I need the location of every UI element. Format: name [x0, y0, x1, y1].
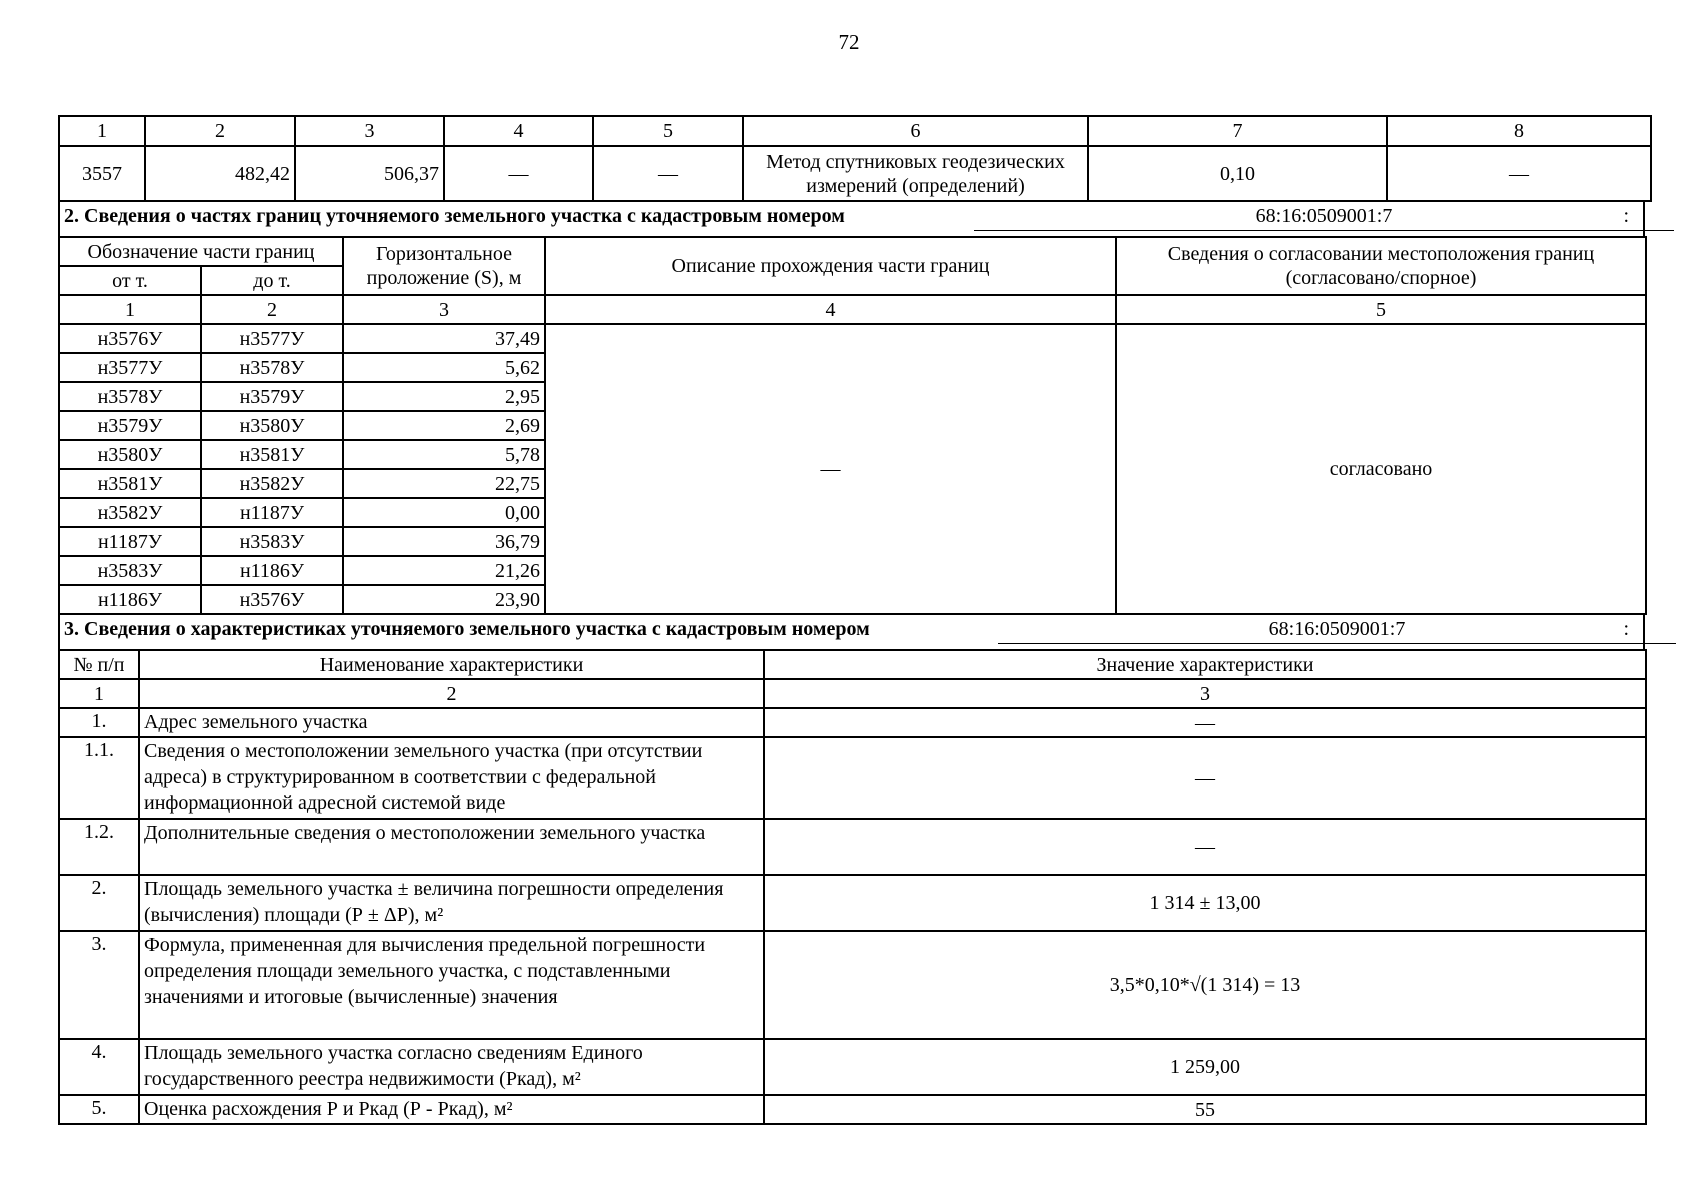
boundary-parts-table [58, 236, 1647, 615]
col-number: 1 [59, 679, 139, 708]
table-cell: — [593, 146, 743, 201]
table-row [59, 708, 1646, 737]
horizontal-distance: 5,62 [343, 353, 545, 382]
document-table-frame [58, 115, 1645, 1125]
from-point: н3582У [59, 498, 201, 527]
to-point: н3576У [201, 585, 343, 614]
description-header: Описание прохождения части границ [545, 237, 1116, 295]
accuracy-cell: 0,10 [1088, 146, 1387, 201]
section-title: 2. Сведения о частях границ уточняемого земельного участка с кадастровым номером [64, 205, 845, 227]
cadastral-number: 68:16:0509001:7 [974, 204, 1674, 231]
value-header: Значение характеристики [764, 650, 1646, 679]
from-point: н3581У [59, 469, 201, 498]
from-point: н3579У [59, 411, 201, 440]
characteristic-name: Площадь земельного участка ± величина погрешности определения (вычисления) площади (Р ± ΔР), м² [139, 875, 764, 931]
row-number: 2. [59, 875, 139, 931]
characteristics-col-number-row [59, 679, 1646, 708]
to-header: до т. [201, 266, 343, 295]
colon: : [1623, 205, 1629, 227]
horizontal-distance: 22,75 [343, 469, 545, 498]
header-cell: 8 [1387, 116, 1651, 146]
table-row [59, 875, 1646, 931]
to-point: н3579У [201, 382, 343, 411]
section-2-title-row [59, 201, 1644, 237]
page-number: 72 [838, 30, 860, 54]
from-point: н3580У [59, 440, 201, 469]
table-row [59, 1039, 1646, 1095]
row-number: 1.1. [59, 737, 139, 819]
section-title: 3. Сведения о характеристиках уточняемого земельного участка с кадастровым номером [64, 618, 870, 640]
table-row [59, 324, 1646, 353]
section-3-title-row [59, 614, 1644, 650]
header-cell: 3 [295, 116, 444, 146]
to-point: н1187У [201, 498, 343, 527]
col-number: 1 [59, 295, 201, 324]
characteristic-value: 1 259,00 [764, 1039, 1646, 1095]
coordinates-header-row [59, 116, 1651, 146]
table-row [59, 146, 1651, 201]
horizontal-distance: 5,78 [343, 440, 545, 469]
characteristics-table [58, 649, 1647, 1125]
horizontal-distance: 36,79 [343, 527, 545, 556]
colon: : [1623, 618, 1629, 640]
horizontal-header: Горизонтальное проложение (S), м [343, 237, 545, 295]
header-cell: 1 [59, 116, 145, 146]
col-number: 3 [343, 295, 545, 324]
characteristic-name: Формула, примененная для вычисления предельной погрешности определения площади земельного участка, с подставленными значениями и итоговые (вычисленные) значения [139, 931, 764, 1039]
horizontal-distance: 2,69 [343, 411, 545, 440]
table-row [59, 819, 1646, 875]
row-number: 1.2. [59, 819, 139, 875]
coordinate-y: 506,37 [295, 146, 444, 201]
row-number: 5. [59, 1095, 139, 1124]
from-point: н3577У [59, 353, 201, 382]
from-point: н3583У [59, 556, 201, 585]
to-point: н3577У [201, 324, 343, 353]
characteristic-name: Сведения о местоположении земельного участка (при отсутствии адреса) в структурированном в соответствии с федеральной информационной адресной системой виде [139, 737, 764, 819]
description-value: — [545, 324, 1116, 614]
table-row [59, 737, 1646, 819]
cadastral-number: 68:16:0509001:7 [998, 617, 1676, 644]
from-point: н3578У [59, 382, 201, 411]
table-row [59, 931, 1646, 1039]
agreement-value: согласовано [1116, 324, 1646, 614]
col-number: 3 [764, 679, 1646, 708]
header-cell: 6 [743, 116, 1088, 146]
section-2-title-table [58, 200, 1645, 238]
method-cell: Метод спутниковых геодезических измерений (определений) [743, 146, 1088, 201]
point-number: 3557 [59, 146, 145, 201]
section-3-title-table [58, 613, 1645, 651]
coordinates-table [58, 115, 1652, 202]
name-header: Наименование характеристики [139, 650, 764, 679]
table-cell: — [1387, 146, 1651, 201]
to-point: н1186У [201, 556, 343, 585]
col-number: 2 [201, 295, 343, 324]
to-point: н3581У [201, 440, 343, 469]
characteristic-name: Площадь земельного участка согласно сведениям Единого государственного реестра недвижимости (Ркад), м² [139, 1039, 764, 1095]
horizontal-distance: 23,90 [343, 585, 545, 614]
characteristic-name: Дополнительные сведения о местоположении земельного участка [139, 819, 764, 875]
characteristic-value: 1 314 ± 13,00 [764, 875, 1646, 931]
from-point: н1186У [59, 585, 201, 614]
characteristics-header-row [59, 650, 1646, 679]
horizontal-distance: 37,49 [343, 324, 545, 353]
row-number: 3. [59, 931, 139, 1039]
header-cell: 2 [145, 116, 295, 146]
header-cell: 5 [593, 116, 743, 146]
horizontal-distance: 0,00 [343, 498, 545, 527]
col-number: 4 [545, 295, 1116, 324]
agreement-header: Сведения о согласовании местоположения границ (согласовано/спорное) [1116, 237, 1646, 295]
characteristic-name: Оценка расхождения Р и Ркад (Р - Ркад), м² [139, 1095, 764, 1124]
characteristic-value: 55 [764, 1095, 1646, 1124]
characteristic-value: — [764, 737, 1646, 819]
row-number: 1. [59, 708, 139, 737]
from-point: н3576У [59, 324, 201, 353]
to-point: н3580У [201, 411, 343, 440]
characteristic-value: — [764, 708, 1646, 737]
num-header: № п/п [59, 650, 139, 679]
table-row [59, 1095, 1646, 1124]
horizontal-distance: 2,95 [343, 382, 545, 411]
characteristic-name: Адрес земельного участка [139, 708, 764, 737]
header-cell: 7 [1088, 116, 1387, 146]
header-cell: 4 [444, 116, 593, 146]
to-point: н3582У [201, 469, 343, 498]
from-header: от т. [59, 266, 201, 295]
boundary-header-row [59, 237, 1646, 266]
row-number: 4. [59, 1039, 139, 1095]
characteristic-value: 3,5*0,10*√(1 314) = 13 [764, 931, 1646, 1039]
to-point: н3578У [201, 353, 343, 382]
characteristic-value: — [764, 819, 1646, 875]
boundary-col-number-row [59, 295, 1646, 324]
designation-header: Обозначение части границ [59, 237, 343, 266]
table-cell: — [444, 146, 593, 201]
col-number: 2 [139, 679, 764, 708]
coordinate-x: 482,42 [145, 146, 295, 201]
to-point: н3583У [201, 527, 343, 556]
col-number: 5 [1116, 295, 1646, 324]
horizontal-distance: 21,26 [343, 556, 545, 585]
from-point: н1187У [59, 527, 201, 556]
